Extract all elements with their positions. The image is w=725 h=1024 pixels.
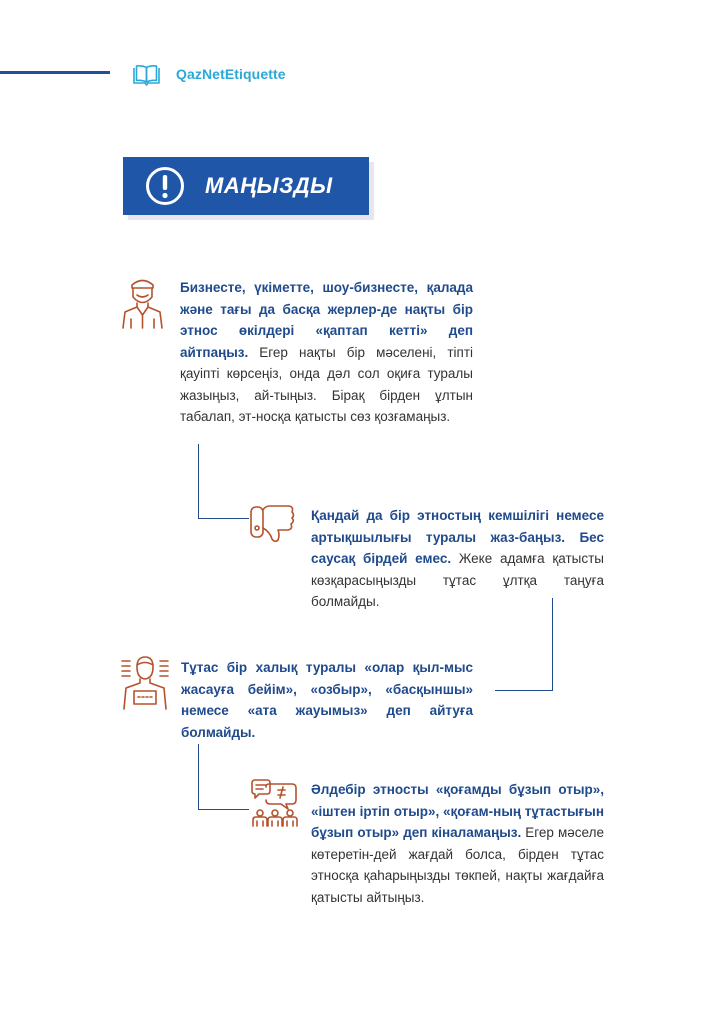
block-text xyxy=(311,505,604,613)
block-bold-text: Әлдебір этносты «қоғамды бұзып отыр», «іштен іртіп отыр», «қоғам-ның тұтастығын бұзып отыр» деп кіналамаңыз. xyxy=(311,782,604,840)
block-text xyxy=(181,657,473,743)
block-regular-text: Егер мәселе көтеретін-дей жағдай болса, бірден тұтас этносқа қаһарыңызды төкпей, нақты жағдайға қатысты айтыңыз. xyxy=(311,825,604,905)
prisoner-icon xyxy=(120,655,170,711)
block-bold-text: Тұтас бір халық туралы «олар қыл-мыс жасауға бейім», «озбыр», «басқыншы» немесе «ата жауымыз» деп айтуға болмайды. xyxy=(181,660,473,740)
connector-line xyxy=(495,598,553,691)
block-text xyxy=(311,779,604,908)
banner-title: МАҢЫЗДЫ xyxy=(205,173,333,198)
book-icon xyxy=(132,64,161,86)
group-discussion-icon xyxy=(250,778,300,828)
connector-line xyxy=(198,444,249,519)
block-regular-text: Егер нақты бір мәселені, тіпті қауіпті көрсеңіз, онда дәл сол оқиға туралы жазыңыз, ай-тыңыз. Бірақ бірден ұлтын табалап, эт-носқа қатысты сөз қозғамаңыз. xyxy=(180,344,473,424)
header-rule xyxy=(0,71,110,74)
man-skullcap-icon xyxy=(120,275,165,330)
block-regular-text: Жеке адамға қатысты көзқарасыңызды тұтас ұлтқа таңуға болмайды. xyxy=(311,551,604,609)
block-text xyxy=(180,277,473,428)
thumbs-down-icon xyxy=(248,503,298,543)
exclamation-circle-icon xyxy=(145,166,185,206)
block-bold-text: Бизнесте, үкіметте, шоу-бизнесте, қалада және тағы да басқа жерлер-де нақты бір этнос өкілдері «қаптап кетті» деп айтпаңыз. xyxy=(180,280,473,360)
important-banner xyxy=(123,157,369,215)
brand-name: QazNetEtiquette xyxy=(176,66,286,82)
connector-line xyxy=(198,744,249,810)
block-bold-text: Қандай да бір этностың кемшілігі немесе артықшылығы туралы жаз-баңыз. Бес саусақ бірдей емес. xyxy=(311,508,604,566)
